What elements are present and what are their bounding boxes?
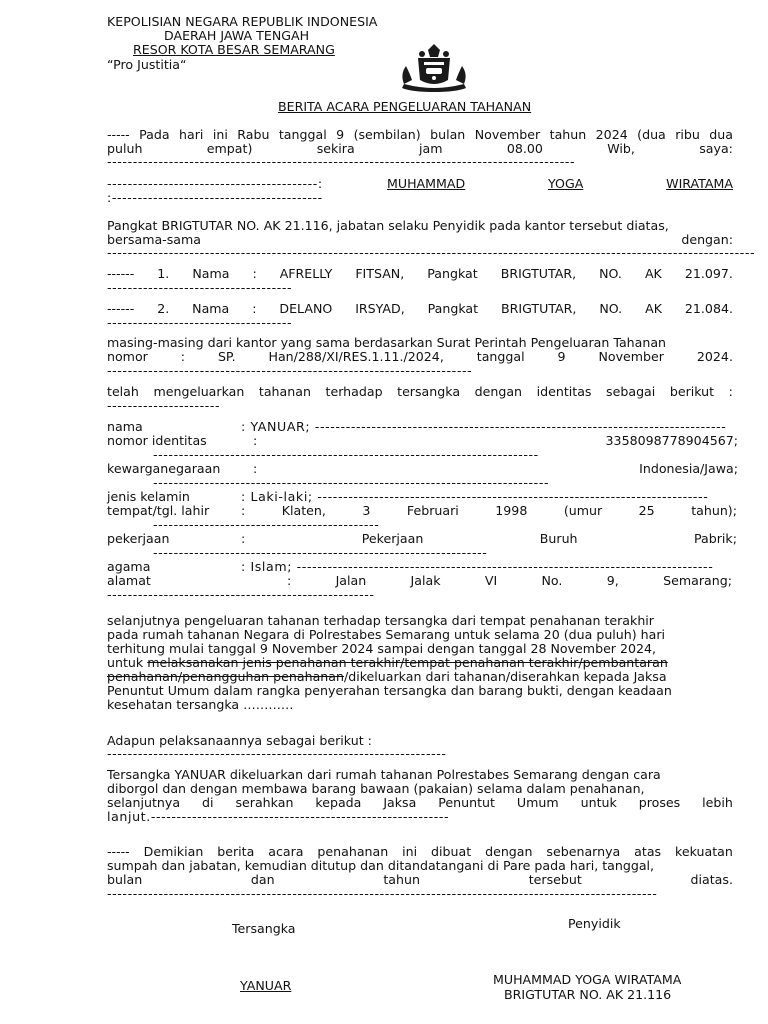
word: DELANO xyxy=(279,301,333,316)
identity-job-value xyxy=(241,531,737,546)
word: Pabrik; xyxy=(694,531,737,546)
identity-id-value: 3358098778904567; xyxy=(605,433,738,448)
word: Pangkat xyxy=(427,301,479,316)
dash-filler: ---------------------- xyxy=(107,398,221,413)
identity-name-label: nama xyxy=(107,419,143,434)
police-emblem-icon xyxy=(398,44,470,94)
signature-right-name: MUHAMMAD YOGA WIRATAMA xyxy=(493,972,682,987)
word: tersebut xyxy=(528,872,582,887)
word: ribu xyxy=(675,127,700,142)
opening-line-1 xyxy=(107,127,733,142)
identity-nationality-colon: : xyxy=(253,461,258,476)
word: : xyxy=(252,266,257,281)
word: NO. xyxy=(599,301,623,316)
word: (dua xyxy=(637,127,666,142)
closing-line-1 xyxy=(107,844,733,859)
identity-birth-value xyxy=(241,503,737,518)
word: Semarang; xyxy=(663,573,732,588)
identity-nationality-label: kewarganegaraan xyxy=(107,461,221,476)
word: dengan: xyxy=(681,232,733,247)
word: November xyxy=(474,127,541,142)
identity-religion-label: agama xyxy=(107,559,151,574)
word: Jaksa xyxy=(383,795,417,810)
word: dengan xyxy=(485,844,533,859)
officer-trail: :----------------------------------------- xyxy=(107,190,323,205)
word: penahanan xyxy=(317,844,389,859)
word: telah xyxy=(107,384,139,399)
word: dua xyxy=(709,127,733,142)
word: Klaten, xyxy=(281,503,326,518)
release-line-2: pada rumah tahanan Negara di Polrestabes Semarang untuk selama 20 (dua puluh) hari xyxy=(107,627,666,642)
word: atas xyxy=(634,844,662,859)
release-line-4 xyxy=(107,655,668,670)
word: sekira xyxy=(316,141,355,156)
word: YOGA xyxy=(548,176,584,191)
word: : xyxy=(241,531,246,546)
header-resort xyxy=(111,42,359,57)
word: : xyxy=(728,384,733,399)
release-line-3: terhitung mulai tanggal 9 November 2024 sampai dengan tanggal 28 November 2024, xyxy=(107,641,657,656)
word: terhadap xyxy=(325,384,383,399)
word: ----- xyxy=(107,127,130,142)
header-institution: KEPOLISIAN NEGARA REPUBLIK INDONESIA xyxy=(107,14,378,29)
word: Umum xyxy=(516,795,559,810)
word: No. xyxy=(541,573,563,588)
dash-filler: ------------------------------------------------------------------ xyxy=(107,746,447,761)
word: 2024 xyxy=(595,127,628,142)
identity-name-value: : YANUAR; -------------------------------------------------------------------------------- xyxy=(241,419,727,434)
header-resort-text: RESOR KOTA BESAR SEMARANG xyxy=(133,42,335,57)
word: 9 xyxy=(336,127,345,142)
word: tersangka xyxy=(397,384,461,399)
execution-heading: Adapun pelaksanaannya sebagai berikut : xyxy=(107,733,372,748)
word: Rabu xyxy=(237,127,270,142)
word: MUHAMMAD xyxy=(387,176,466,191)
word: tahanan xyxy=(258,384,311,399)
word: FITSAN, xyxy=(355,266,405,281)
word: sebagai xyxy=(606,384,656,399)
word: di xyxy=(202,795,214,810)
word: berikut xyxy=(669,384,715,399)
word: AK xyxy=(644,266,662,281)
word: /dikeluarkan dari tahanan/diserahkan kepada Jaksa xyxy=(343,669,667,684)
struck-text: penahanan/penangguhan penahanan xyxy=(107,669,344,684)
word: tahun xyxy=(383,872,420,887)
word: Han/288/XI/RES.1.11./2024, xyxy=(268,349,444,364)
closing-line-2: sumpah dan jabatan, kemudian ditutup dan ditandatangani di Pare pada hari, tanggal, xyxy=(107,858,655,873)
release-line-5 xyxy=(107,669,667,684)
identity-religion-value: : Islam; --------------------------------------------------------------------------------- xyxy=(241,559,714,574)
execution-line-3 xyxy=(107,795,733,810)
word: Februari xyxy=(406,503,459,518)
word: 25 xyxy=(638,503,655,518)
word: : xyxy=(287,573,292,588)
word: : xyxy=(252,301,257,316)
header-pro-justitia: “Pro Justitia“ xyxy=(107,57,187,72)
word: (umur xyxy=(563,503,603,518)
word: tahun xyxy=(549,127,587,142)
word: ini xyxy=(402,844,418,859)
word: 9 xyxy=(557,349,566,364)
word: tahun); xyxy=(691,503,737,518)
word: diatas. xyxy=(690,872,733,887)
word: untuk xyxy=(580,795,617,810)
word: dan xyxy=(250,872,275,887)
word: Jalan xyxy=(335,573,367,588)
dash-filler: --------------------------------------------------------------------------- xyxy=(153,447,539,462)
word: nomor xyxy=(107,349,148,364)
word: ------ xyxy=(107,301,135,316)
word: Demikian xyxy=(143,844,204,859)
word: 2. xyxy=(157,301,170,316)
word: 1. xyxy=(157,266,170,281)
closing-line-3 xyxy=(107,872,733,887)
word: NO. xyxy=(599,266,622,281)
identity-id-label: nomor identitas xyxy=(107,433,207,448)
signature-left-title: Tersangka xyxy=(232,921,296,936)
identity-nationality-value: Indonesia/Jawa; xyxy=(639,461,738,476)
document-title: BERITA ACARA PENGELUARAN TAHANAN xyxy=(278,99,532,114)
word: : xyxy=(180,349,186,364)
word: mengeluarkan xyxy=(153,384,245,399)
word: 9, xyxy=(606,573,619,588)
dash-filler: ------------------------------------------------------------------------------------------------------------------------------ xyxy=(107,245,756,260)
signature-left-name-text: YANUAR xyxy=(240,978,292,993)
word: ------ xyxy=(107,266,135,281)
word: bulan xyxy=(430,127,466,142)
word: Pekerjaan xyxy=(361,531,424,546)
dash-filler: ----------------------------------------------------------------------------- xyxy=(153,475,550,490)
execution-line-4: lanjut.---------------------------------------------------------- xyxy=(107,809,450,824)
dash-filler: ------------------------------------------------------------------------------------------- xyxy=(107,154,576,169)
header-region: DAERAH JAWA TENGAH xyxy=(164,28,310,43)
dash-filler: ----------------------------------------------------------------------------------------------------------- xyxy=(107,886,658,901)
word: tanggal xyxy=(278,127,327,142)
word: berita xyxy=(217,844,255,859)
word: proses xyxy=(638,795,681,810)
identity-sex-label: jenis kelamin xyxy=(107,489,190,504)
officer-prefix: -----------------------------------------: xyxy=(107,176,323,191)
release-line-1: selanjutnya pengeluaran tahanan terhadap tersangka dari tempat penahanan terakhir xyxy=(107,613,654,628)
word: empat) xyxy=(206,141,253,156)
word: serahkan xyxy=(235,795,294,810)
word: BRIGTUTAR, xyxy=(500,266,577,281)
word: kepada xyxy=(315,795,362,810)
companion-2 xyxy=(107,301,733,316)
word: Penuntut xyxy=(438,795,495,810)
warrant-line-2 xyxy=(107,349,733,364)
word: jam xyxy=(419,141,443,156)
identity-address-label: alamat xyxy=(107,573,151,588)
word: (sembilan) xyxy=(353,127,421,142)
word: Nama xyxy=(192,266,230,281)
word: acara xyxy=(268,844,304,859)
word: saya: xyxy=(699,141,733,156)
word: : xyxy=(241,503,246,518)
identity-birth-label: tempat/tgl. lahir xyxy=(107,503,210,518)
companion-1 xyxy=(107,266,733,281)
dash-filler: ------------------------------------ xyxy=(107,315,293,330)
word: 3 xyxy=(362,503,371,518)
word: selanjutnya xyxy=(107,795,181,810)
word: ini xyxy=(212,127,228,142)
word: Buruh xyxy=(539,531,578,546)
word: ----- xyxy=(107,844,130,859)
word: November xyxy=(598,349,664,364)
word: AFRELLY xyxy=(279,266,333,281)
word: IRSYAD, xyxy=(355,301,405,316)
dash-filler: ---------------------------------------------------- xyxy=(107,587,375,602)
identity-id-colon: : xyxy=(253,433,258,448)
dash-filler: ----------------------------------------------------------------- xyxy=(153,545,488,560)
word: BRIGTUTAR, xyxy=(501,301,577,316)
word: Pangkat xyxy=(427,266,478,281)
execution-line-1: Tersangka YANUAR dikeluarkan dari rumah tahanan Polrestabes Semarang dengan cara xyxy=(107,767,661,782)
signature-right-rank: BRIGTUTAR NO. AK 21.116 xyxy=(504,987,672,1002)
word: AK xyxy=(645,301,662,316)
word: Pada xyxy=(139,127,170,142)
word: Nama xyxy=(192,301,230,316)
identity-job-label: pekerjaan xyxy=(107,531,170,546)
intro-line xyxy=(107,384,733,399)
word: Jalak xyxy=(410,573,441,588)
identity-sex-value: : Laki-laki; ---------------------------------------------------------------------------- xyxy=(241,489,709,504)
word: bersama-sama xyxy=(107,232,201,247)
word: puluh xyxy=(107,141,143,156)
release-line-6: Penuntut Umum dalam rangka penyerahan tersangka dan barang bukti, dengan keadaan xyxy=(107,683,672,698)
word: hari xyxy=(179,127,204,142)
word: SP. xyxy=(217,349,236,364)
word: 2024. xyxy=(696,349,733,364)
word: 21.097. xyxy=(684,266,733,281)
rank-line-1: Pangkat BRIGTUTAR NO. AK 21.116, jabatan selaku Penyidik pada kantor tersebut diatas, xyxy=(107,218,669,233)
dash-filler: ------------------------------------ xyxy=(107,280,293,295)
release-line-7: kesehatan tersangka ………… xyxy=(107,697,294,712)
signature-left-name xyxy=(240,978,297,993)
word: Wib, xyxy=(607,141,635,156)
warrant-line-1: masing-masing dari kantor yang sama berdasarkan Surat Perintah Pengeluaran Tahanan xyxy=(107,335,667,350)
word: kekuatan xyxy=(675,844,733,859)
struck-text: melaksanakan jenis penahanan terakhir/tempat penahanan terakhir/pembantaran xyxy=(147,655,668,670)
word: bulan xyxy=(107,872,143,887)
word: sebenarnya xyxy=(546,844,621,859)
word: dibuat xyxy=(431,844,472,859)
word: untuk xyxy=(107,655,148,670)
word: lebih xyxy=(702,795,733,810)
word: 21.084. xyxy=(684,301,733,316)
dash-filler: ----------------------------------------------------------------------- xyxy=(107,363,473,378)
word: WIRATAMA xyxy=(666,176,733,191)
signature-right-title: Penyidik xyxy=(568,916,621,931)
word: dengan xyxy=(474,384,523,399)
word: identitas xyxy=(536,384,592,399)
officer-name xyxy=(387,176,733,191)
identity-address-value xyxy=(287,573,732,588)
word: tanggal xyxy=(476,349,525,364)
word: VI xyxy=(484,573,498,588)
execution-line-2: diborgol dan dengan membawa barang bawaan (pakaian) selama dalam penahanan, xyxy=(107,781,645,796)
word: 1998 xyxy=(495,503,528,518)
word: 08.00 xyxy=(506,141,543,156)
dash-filler: -------------------------------------------- xyxy=(153,517,380,532)
